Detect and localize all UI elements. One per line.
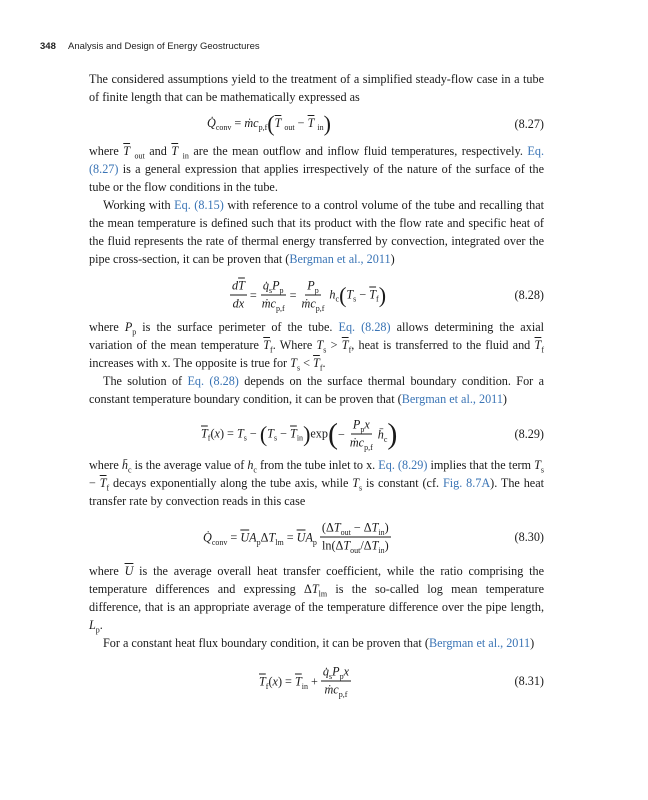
paragraph-2: where $\overline{T}$ $_{out}$ and $\overline{T}$ $_{in}$ are the mean outflow and inflow fluid temperatures, respectively. Eq. (8.27) is a general expression that applies irrespectively of the nature of the surface of the tube or the flow conditions in the tube. xyxy=(89,144,544,194)
equation-8-27-body: $Q̇_{conv}$ = $ṁc_{p,f}(\overline{T}$ $_{out} - \overline{T}$ $_{in}$) xyxy=(207,111,331,136)
bergman-2011-link[interactable]: Bergman et al., 2011 xyxy=(289,252,391,266)
running-title: Analysis and Design of Energy Geostructures xyxy=(67,41,260,52)
page-body xyxy=(89,70,544,704)
equation-number: (8.27) xyxy=(514,117,544,131)
bergman-2011-link[interactable]: Bergman et al., 2011 xyxy=(401,392,503,406)
equation-8-28-body: $\frac{d\overline{T}}{dx}$ = $\frac{q̇_sP_p}{ṁc_{p,f}}$ = $\frac{P_p}{ṁc_{p,f}}$ $h_c(T_s - \overline{T}_f)$ xyxy=(232,278,387,313)
eq-8-29-link[interactable]: Eq. (8.29) xyxy=(378,458,428,472)
paragraph-5: The solution of Eq. (8.28) depends on the surface thermal boundary condition. For a constant temperature boundary condition, it can be proven that (Bergman et al., 2011) xyxy=(89,374,545,406)
equation-8-29 xyxy=(89,412,544,456)
equation-number: (8.31) xyxy=(514,674,544,688)
paragraph-8: For a constant heat flux boundary condition, it can be proven that (Bergman et al., 2011) xyxy=(103,636,535,650)
equation-number: (8.30) xyxy=(514,530,544,544)
equation-8-31 xyxy=(89,658,544,704)
paragraph-7: where $\overline{U}$ is the average overall heat transfer coefficient, while the ratio comprising the temperature differences and expressing $\Delta T_{lm}$ is the so-called log mean temperature difference, that is an appropriate average of the temperature difference over the pipe length, $L_p$. xyxy=(89,564,544,635)
eq-8-28-link[interactable]: Eq. (8.28) xyxy=(187,374,239,388)
eq-8-27-link[interactable]: Eq. (8.27) xyxy=(89,144,544,176)
page-number: 348 xyxy=(40,41,56,52)
equation-number: (8.28) xyxy=(514,288,544,302)
eq-8-28-link[interactable]: Eq. (8.28) xyxy=(338,320,391,334)
eq-8-15-link[interactable]: Eq. (8.15) xyxy=(174,198,224,212)
bergman-2011-link[interactable]: Bergman et al., 2011 xyxy=(428,636,531,650)
equation-8-31-body: $\overline{T}_f(x) = \overline{T}_{in}$ + $\frac{q̇_sP_px}{ṁc_{p,f}}$ xyxy=(259,664,349,699)
equation-8-27 xyxy=(89,106,544,142)
equation-8-30-body: $Q̇_{conv} = \overline{U}A_p\Delta T_{lm} = \overline{U}A_p$ $\frac{(\Delta T_{out} - \Delta T_{in})}{\ln(\Delta T_{out}/\Delta T_{in})}$ xyxy=(203,520,389,555)
paragraph-3: Working with Eq. (8.15) with reference to a control volume of the tube and recalling that the mean temperature is defined such that its product with the flow rate and specific heat of the fluid represents the rate of thermal energy transferred by convection, integrated over the pipe cross-section, it can be proven that (Bergman et al., 2011) xyxy=(89,198,545,266)
paragraph-1: The considered assumptions yield to the treatment of a simplified steady-flow case in a tube of finite length that can be mathematically expressed as xyxy=(89,72,544,104)
equation-8-29-body: $\overline{T}_f(x) = T_s - (T_s - \overline{T}_{in})\exp$ ( − $\frac{P_px}{ṁc_{p,f}}$ $h̄_c$ ) xyxy=(201,417,398,452)
paragraph-4: where $P_p$ is the surface perimeter of the tube. Eq. (8.28) allows determining the axial variation of the mean temperature $\overline{T}_f$. Where $T_s > \overline{T}_f$, heat is transferred to the fluid and $\overline{T}_f$ increases with x. The opposite is true for $T_s < \overline{T}_f$. xyxy=(89,320,544,373)
equation-8-30 xyxy=(89,512,544,562)
running-header xyxy=(40,41,260,52)
fig-8-7a-link[interactable]: Fig. 8.7A xyxy=(442,476,491,490)
paragraph-6: where $h̄_c$ is the average value of $h_c$ from the tube inlet to x. Eq. (8.29) implies that the term $T_s - \overline{T}_f$ decays exponentially along the tube axis, while $T_s$ is constant (cf. Fig. 8.7A). The heat transfer rate by convection reads in this case xyxy=(89,458,544,508)
equation-number: (8.29) xyxy=(514,427,544,441)
equation-8-28 xyxy=(89,272,544,318)
